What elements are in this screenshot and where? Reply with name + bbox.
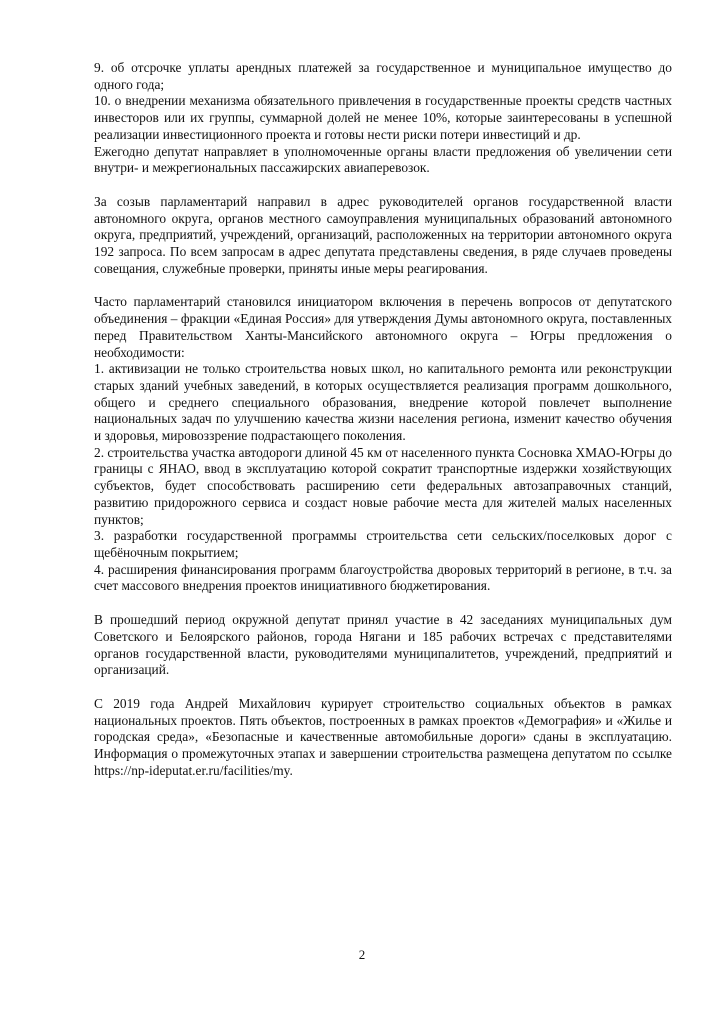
paragraph-annual-proposals: Ежегодно депутат направляет в уполномоченные органы власти предложения об увеличении сети внутри- и межрегиональных пассажирских авиаперевозок. bbox=[94, 143, 672, 176]
need-item-4: 4. расширения финансирования программ благоустройства дворовых территорий в регионе, в т.ч. за счет массового внедрения проектов инициативного бюджетирования. bbox=[94, 561, 672, 594]
document-body bbox=[94, 60, 672, 779]
page-number: 2 bbox=[358, 947, 366, 962]
list-item-10: 10. о внедрении механизма обязательного привлечения в государственные проекты средств частных инвесторов или их группы, суммарной долей не менее 10%, которые заинтересованы в успешной реализации инвестиционного проекта и готовы нести риски потери инвестиций и др. bbox=[94, 93, 672, 142]
paragraph-requests: За созыв парламентарий направил в адрес руководителей органов государственной власти автономного округа, органов местного самоуправления муниципальных образований автономного округа, предприятий, учреждений, организаций, расположенных на территории автономного округа 192 запроса. По всем запросам в адрес депутата представлены сведения, в ряде случаев проведены совещания, служебные проверки, приняты иные меры реагирования. bbox=[94, 193, 672, 276]
paragraph-construction: С 2019 года Андрей Михайлович курирует строительство социальных объектов в рамках национальных проектов. Пять объектов, построенных в рамках проектов «Демография» и «Жилье и городская среда», «Безопасные и качественные автомобильные дороги» сданы в эксплуатацию. Информация о промежуточных этапах и завершении строительства размещена депутатом по ссылке https://np-ideputat.er.ru/facilities/my. bbox=[94, 695, 672, 778]
paragraph-initiator: Часто парламентарий становился инициатором включения в перечень вопросов от депутатского объединения – фракции «Единая Россия» для утверждения Думы автономного округа, поставленных перед Правительством Ханты-Мансийского автономного округа – Югры предложения о необходимости: bbox=[94, 294, 673, 360]
need-item-3: 3. разработки государственной программы строительства сети сельских/поселковых дорог с щебёночным покрытием; bbox=[94, 528, 672, 560]
list-item-9: 9. об отсрочке уплаты арендных платежей за государственное и муниципальное имущество до одного года; bbox=[94, 60, 672, 92]
paragraph-sessions: В прошедший период окружной депутат принял участие в 42 заседаниях муниципальных дум Советского и Белоярского районов, города Нягани и 185 рабочих встречах с представителями органов государственной власти, руководителями муниципалитетов, учреждений, предприятий и организаций. bbox=[94, 612, 672, 678]
need-item-1: 1. активизации не только строительства новых школ, но капитального ремонта или реконструкции старых зданий учебных заведений, в которых осуществляется реализация программ дошкольного, общего и среднего специального образования, внедрение которой повлечет выполнение национальных задач по улучшению качества жизни населения региона, изменит качество обучения и здоровья, мировоззрение подрастающего поколения. bbox=[94, 361, 672, 444]
need-item-2: 2. строительства участка автодороги длиной 45 км от населенного пункта Сосновка ХМАО-Югры до границы с ЯНАО, ввод в эксплуатацию которой сократит транспортные издержки хозяйствующих субъектов, будет способствовать расширению сети федеральных автозаправочных станций, развитию придорожного сервиса и создаст новые рабочие места для жителей малых населенных пунктов; bbox=[94, 444, 672, 527]
